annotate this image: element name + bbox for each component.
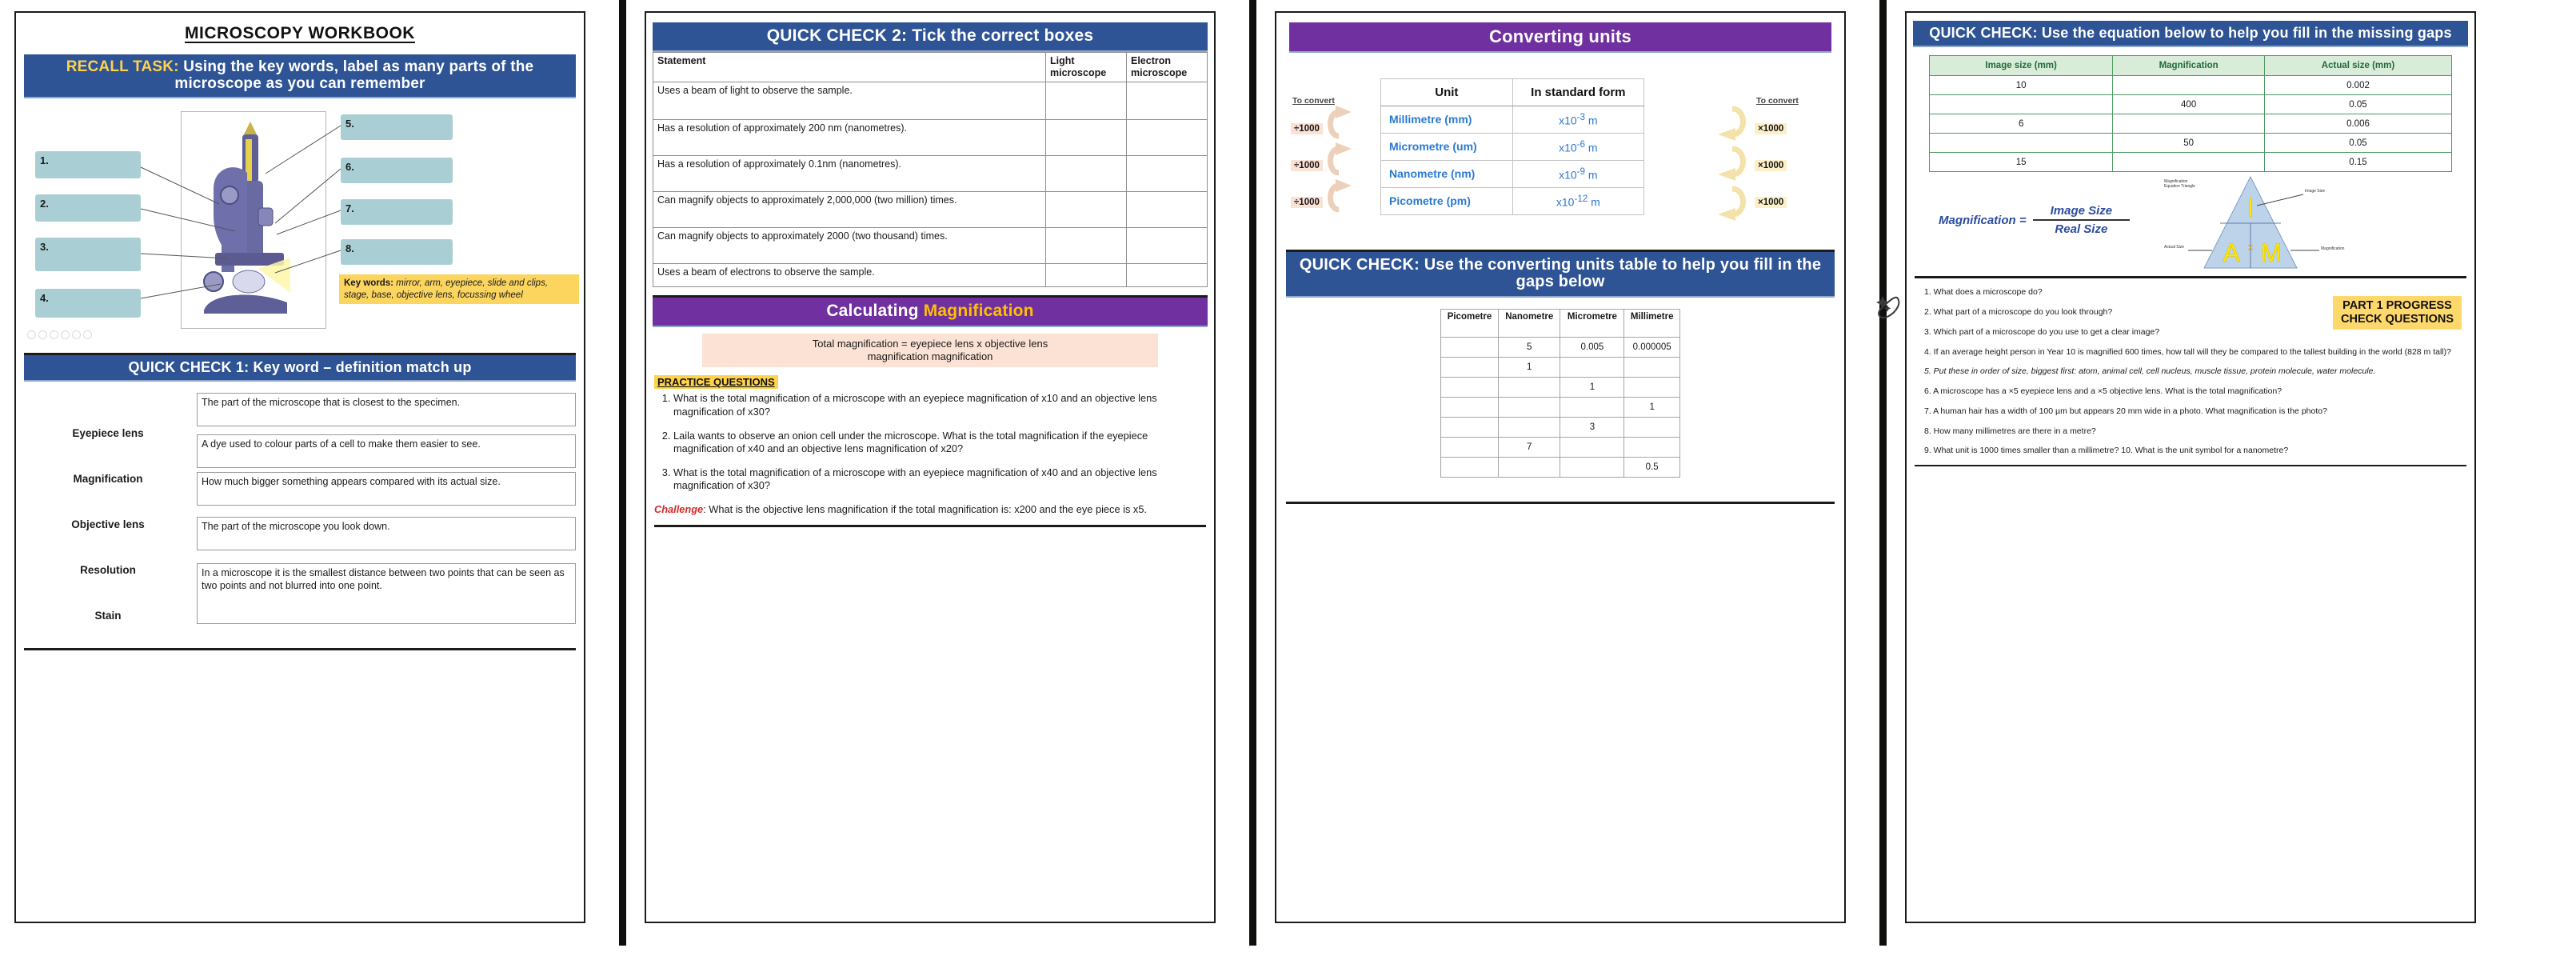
table-row (1381, 187, 1644, 214)
equation-fraction (2033, 204, 2131, 236)
gap-cell[interactable] (1560, 397, 1624, 417)
table-row (1930, 95, 2451, 114)
svg-text:M: M (2260, 238, 2282, 268)
image-size-cell[interactable] (1930, 95, 2112, 114)
progress-question: 3. Which part of a microscope do you use to get a clear image? (1924, 326, 2160, 337)
gap-cell[interactable]: 0.5 (1624, 457, 1680, 477)
tick-cell-electron[interactable] (1127, 228, 1208, 264)
tick-cell-electron[interactable] (1127, 120, 1208, 156)
slide-gutter-end (2506, 0, 2521, 960)
svg-text:A: A (2223, 238, 2240, 268)
table-row (653, 156, 1208, 192)
equation-lhs: Magnification = (1939, 213, 2027, 227)
table-row (1441, 417, 1680, 437)
bottom-divider-rule (1286, 502, 1835, 504)
unit-cell: Nanometre (nm) (1381, 160, 1513, 187)
actual-size-cell[interactable]: 0.05 (2265, 134, 2451, 153)
triangle-note-title: Magnification Equation Triangle (2164, 179, 2195, 189)
table-row (653, 82, 1208, 120)
key-words-label: Key words: (344, 278, 393, 289)
challenge-label: Challenge (654, 503, 704, 516)
triangle-note-magnification: Magnification (2321, 246, 2345, 252)
tick-cell-electron[interactable] (1127, 192, 1208, 228)
microscope-label-1[interactable]: 1. (35, 151, 141, 178)
magnification-formula-box (702, 334, 1158, 368)
column-header-electron-microscope: Electron microscope (1127, 52, 1208, 82)
gap-cell[interactable] (1441, 397, 1499, 417)
table-header-row (1930, 56, 2451, 76)
key-word-column (24, 393, 192, 638)
sparkle-pencil-icon (1873, 291, 1905, 323)
practice-question: 3. What is the total magnification of a microscope with an eyepiece magnification of x40 and an objective lens magnification of x30? (673, 466, 1204, 493)
gap-cell[interactable]: 3 (1560, 417, 1624, 437)
magnification-cell[interactable]: 400 (2112, 95, 2265, 114)
tick-cell-light[interactable] (1046, 82, 1127, 120)
microscope-label-8[interactable]: 8. (341, 239, 453, 265)
gap-cell[interactable] (1499, 457, 1560, 477)
triangle-note-image-size: Image Size (2305, 189, 2326, 194)
statement-cell: Can magnify objects to approximately 2,000,000 (two million) times. (653, 192, 1046, 228)
slide-3-page (1275, 11, 1846, 923)
gap-cell[interactable] (1441, 377, 1499, 397)
key-words-text: mirror, arm, eyepiece, slide and clips, stage, base, objective lens, focussing wheel (344, 278, 549, 300)
definition-column (197, 393, 576, 638)
table-row (653, 192, 1208, 228)
statement-cell: Uses a beam of light to observe the sample. (653, 82, 1046, 120)
image-size-cell[interactable]: 15 (1930, 153, 2112, 172)
table-header-row (1441, 309, 1680, 337)
divide-label-2: ÷1000 (1291, 160, 1323, 171)
image-size-cell[interactable] (1930, 134, 2112, 153)
microscope-label-2[interactable]: 2. (35, 194, 141, 222)
gap-cell[interactable] (1624, 377, 1680, 397)
gap-cell[interactable]: 7 (1499, 437, 1560, 457)
microscope-label-5[interactable]: 5. (341, 114, 453, 140)
statement-cell: Has a resolution of approximately 200 nm (nanometres). (653, 120, 1046, 156)
magnification-triangle (2163, 174, 2345, 273)
standard-form-cell: $x10^{-6}$ m (1512, 133, 1643, 160)
microscope-label-7[interactable]: 7. (341, 199, 453, 225)
table-row (1441, 397, 1680, 417)
page-title: MICROSCOPY WORKBOOK (185, 24, 415, 42)
column-header-image-size: Image size (mm) (1930, 56, 2112, 76)
slide-3 (1260, 0, 1876, 960)
slide-gutter (1246, 0, 1260, 960)
table-header-row (653, 52, 1208, 82)
bottom-divider-rule (654, 525, 1206, 527)
column-header-actual-size: Actual size (mm) (2265, 56, 2451, 76)
multiply-label-3: ×1000 (1755, 197, 1787, 208)
gap-cell[interactable] (1560, 357, 1624, 377)
progress-question: 6. A microscope has a ×5 eyepiece lens and a ×5 objective lens. What is the total magnification? (1924, 386, 2282, 397)
svg-text:x: x (2247, 241, 2254, 254)
unit-cell: Millimetre (mm) (1381, 106, 1513, 133)
table-row (1441, 377, 1680, 397)
unit-conversion-table (1380, 78, 1644, 215)
quick-check-1-banner: QUICK CHECK 1: Key word – definition match up (24, 355, 576, 382)
key-word-item[interactable]: Eyepiece lens (72, 427, 144, 440)
slide-4-page (1905, 11, 2476, 923)
svg-text:I: I (2247, 193, 2254, 224)
gap-cell[interactable] (1499, 377, 1560, 397)
tick-cell-light[interactable] (1046, 120, 1127, 156)
part-1-progress-badge (2333, 296, 2462, 329)
to-convert-right-label: To convert (1756, 95, 1799, 106)
key-word-item[interactable]: Objective lens (71, 518, 145, 531)
table-row (653, 264, 1208, 287)
statement-cell: Can magnify objects to approximately 2000 (two thousand) times. (653, 228, 1046, 264)
fraction-denominator: Real Size (2055, 222, 2108, 237)
tick-cell-light[interactable] (1046, 264, 1127, 287)
image-size-cell[interactable]: 6 (1930, 114, 2112, 134)
definition-box[interactable]: A dye used to colour parts of a cell to make them easier to see. (197, 434, 576, 468)
practice-questions-list (646, 392, 1214, 493)
unit-gap-fill-table (1440, 309, 1680, 478)
quick-check-2-banner: QUICK CHECK 2: Tick the correct boxes (653, 22, 1208, 52)
progress-question: 5. Put these in order of size, biggest first: atom, animal cell, cell nucleus, muscle tissue, protein molecule, water molecule. (1924, 366, 2376, 377)
table-row (1441, 437, 1680, 457)
recall-task-label: RECALL TASK: (66, 58, 179, 75)
table-row (653, 228, 1208, 264)
magnification-cell[interactable]: 50 (2112, 134, 2265, 153)
key-word-item[interactable]: Stain (94, 610, 122, 622)
calculating-magnification-banner (653, 298, 1208, 327)
actual-size-cell[interactable]: 0.05 (2265, 95, 2451, 114)
tick-cell-light[interactable] (1046, 228, 1127, 264)
gap-cell[interactable] (1624, 417, 1680, 437)
microscope-label-4[interactable]: 4. (35, 289, 141, 318)
gap-cell[interactable] (1441, 417, 1499, 437)
progress-question: 7. A human hair has a width of 100 µm but appears 20 mm wide in a photo. What magnification is the photo? (1924, 406, 2327, 416)
gap-cell[interactable]: 1 (1499, 357, 1560, 377)
gap-cell[interactable]: 0.000005 (1624, 337, 1680, 357)
gap-cell[interactable] (1624, 437, 1680, 457)
divide-label-3: ÷1000 (1291, 197, 1323, 208)
unit-cell: Picometre (pm) (1381, 187, 1513, 214)
actual-size-cell[interactable]: 0.002 (2265, 76, 2451, 95)
gap-cell[interactable] (1499, 397, 1560, 417)
multiply-label-1: ×1000 (1755, 123, 1787, 134)
microscope-diagram (21, 106, 579, 346)
formula-line-1: Total magnification = eyepiece lens x objective lens (812, 337, 1048, 350)
tick-cell-electron[interactable] (1127, 156, 1208, 192)
progress-question: 2. What part of a microscope do you look through? (1924, 307, 2113, 318)
calc-banner-text-white: Calculating (826, 302, 924, 321)
standard-form-cell: $x10^{-9}$ m (1512, 160, 1643, 187)
quick-check-converting-banner: QUICK CHECK: Use the converting units table to help you fill in the gaps below (1286, 252, 1835, 298)
practice-questions-heading: PRACTICE QUESTIONS (654, 375, 778, 389)
column-header-standard-form: In standard form (1512, 78, 1643, 106)
practice-question: 1. What is the total magnification of a microscope with an eyepiece magnification of x10 and an objective lens magnification of x30? (673, 392, 1204, 418)
microscope-label-6[interactable]: 6. (341, 158, 453, 183)
recall-task-text: Using the key words, label as many parts of the microscope as you can remember (174, 58, 534, 92)
magnification-equation-area (1907, 177, 2474, 273)
actual-size-cell[interactable]: 0.15 (2265, 153, 2451, 172)
gap-cell[interactable] (1624, 357, 1680, 377)
bottom-divider-rule (1915, 465, 2466, 466)
gap-cell[interactable] (1441, 337, 1499, 357)
key-word-item[interactable]: Magnification (73, 473, 143, 486)
practice-question: 2. Laila wants to observe an onion cell under the microscope. What is the total magnification if the eyepiece magnification of x40 and an objective lens magnification of x20? (673, 430, 1204, 456)
key-word-item[interactable]: Resolution (80, 564, 136, 577)
progress-question: 9. What unit is 1000 times smaller than a millimetre? 10. What is the unit symbol for a nanometre? (1924, 446, 2289, 456)
challenge-text (654, 503, 1204, 517)
tick-cell-electron[interactable] (1127, 82, 1208, 120)
formula-line-2: magnification magnification (867, 350, 993, 363)
table-row (1381, 160, 1644, 187)
decorative-dots (22, 329, 92, 339)
statement-cell: Has a resolution of approximately 0.1nm (nanometres). (653, 156, 1046, 192)
magnification-cell[interactable] (2112, 153, 2265, 172)
microscope-label-3[interactable]: 3. (35, 238, 141, 271)
table-row (1930, 134, 2451, 153)
magnification-cell[interactable] (2112, 114, 2265, 134)
calc-banner-text-highlight: Magnification (923, 302, 1034, 321)
bottom-divider-rule (24, 648, 576, 650)
column-header-light-microscope: Light microscope (1046, 52, 1127, 82)
match-up-activity (24, 393, 576, 638)
progress-question: 1. What does a microscope do? (1924, 287, 2043, 298)
progress-line-2: CHECK QUESTIONS (2341, 313, 2454, 326)
slide-4 (1891, 0, 2506, 960)
table-row (1441, 457, 1680, 477)
magnification-gap-table (1929, 55, 2451, 172)
gap-cell[interactable]: 5 (1499, 337, 1560, 357)
convert-up-arrows (1702, 96, 1758, 232)
challenge-body: : What is the objective lens magnification if the total magnification is: x200 and the eye piece is x5. (703, 503, 1147, 516)
gap-cell[interactable] (1441, 437, 1499, 457)
definition-box[interactable]: How much bigger something appears compared with its actual size. (197, 472, 576, 506)
table-row (1930, 153, 2451, 172)
table-row (1441, 357, 1680, 377)
magnification-cell[interactable] (2112, 76, 2265, 95)
magnification-equation (1939, 204, 2130, 236)
gap-cell[interactable] (1560, 437, 1624, 457)
standard-form-cell: $x10^{-3}$ m (1512, 106, 1643, 133)
recall-task-banner (24, 54, 576, 98)
table-row (1441, 337, 1680, 357)
slide-1 (0, 0, 616, 960)
table-row (1930, 114, 2451, 134)
gap-cell[interactable]: 0.005 (1560, 337, 1624, 357)
fraction-numerator: Image Size (2033, 204, 2131, 221)
tick-table (653, 52, 1208, 288)
convert-down-arrows (1324, 101, 1380, 229)
column-header-picometre: Picometre (1441, 309, 1499, 337)
slide-1-page (14, 11, 585, 923)
table-row (1381, 106, 1644, 133)
to-convert-left-label: To convert (1292, 95, 1335, 106)
slide-2-page (645, 11, 1216, 923)
statement-cell: Uses a beam of electrons to observe the sample. (653, 264, 1046, 287)
gap-cell[interactable] (1441, 457, 1499, 477)
column-header-micrometre: Micrometre (1560, 309, 1624, 337)
definition-box[interactable]: In a microscope it is the smallest distance between two points that can be seen as two points and not blurred into one point. (197, 563, 576, 624)
slide-2 (630, 0, 1246, 960)
table-row (653, 120, 1208, 156)
tick-cell-light[interactable] (1046, 192, 1127, 228)
column-header-nanometre: Nanometre (1499, 309, 1560, 337)
progress-question: 8. How many millimetres are there in a metre? (1924, 426, 2096, 436)
slide-gutter (616, 0, 630, 960)
standard-form-cell: $x10^{-12}$ m (1512, 187, 1643, 214)
quick-check-equation-banner: QUICK CHECK: Use the equation below to help you fill in the missing gaps (1913, 21, 2468, 47)
gap-cell[interactable] (1560, 457, 1624, 477)
unit-cell: Micrometre (um) (1381, 133, 1513, 160)
divide-label-1: ÷1000 (1291, 123, 1323, 134)
label-leader-lines (21, 106, 592, 346)
image-size-cell[interactable]: 10 (1930, 76, 2112, 95)
column-header-unit: Unit (1381, 78, 1513, 106)
multiply-label-2: ×1000 (1755, 160, 1787, 171)
slide-gutter (1876, 0, 1891, 960)
gap-cell[interactable]: 1 (1624, 397, 1680, 417)
divider-rule (1915, 276, 2466, 278)
column-header-magnification: Magnification (2112, 56, 2265, 76)
progress-questions-section (1907, 286, 2474, 458)
column-header-statement: Statement (653, 52, 1046, 82)
progress-question: 4. If an average height person in Year 10 is magnified 600 times, how tall will they be compared to the tallest building in the world (828 m tall)? (1924, 346, 2451, 357)
tick-cell-electron[interactable] (1127, 264, 1208, 287)
gap-cell[interactable] (1441, 357, 1499, 377)
progress-line-1: PART 1 PROGRESS (2342, 299, 2452, 313)
table-row (1930, 76, 2451, 95)
table-header-row (1381, 78, 1644, 106)
gap-cell[interactable] (1499, 417, 1560, 437)
triangle-note-actual-size: Actual Size (2164, 245, 2185, 250)
gap-cell[interactable]: 1 (1560, 377, 1624, 397)
definition-box[interactable]: The part of the microscope you look down. (197, 517, 576, 550)
converting-units-diagram (1276, 61, 1844, 229)
definition-box[interactable]: The part of the microscope that is closest to the specimen. (197, 393, 576, 426)
converting-units-banner: Converting units (1289, 22, 1831, 53)
actual-size-cell[interactable]: 0.006 (2265, 114, 2451, 134)
key-words-box (339, 274, 579, 304)
column-header-millimetre: Millimetre (1624, 309, 1680, 337)
tick-cell-light[interactable] (1046, 156, 1127, 192)
table-row (1381, 133, 1644, 160)
